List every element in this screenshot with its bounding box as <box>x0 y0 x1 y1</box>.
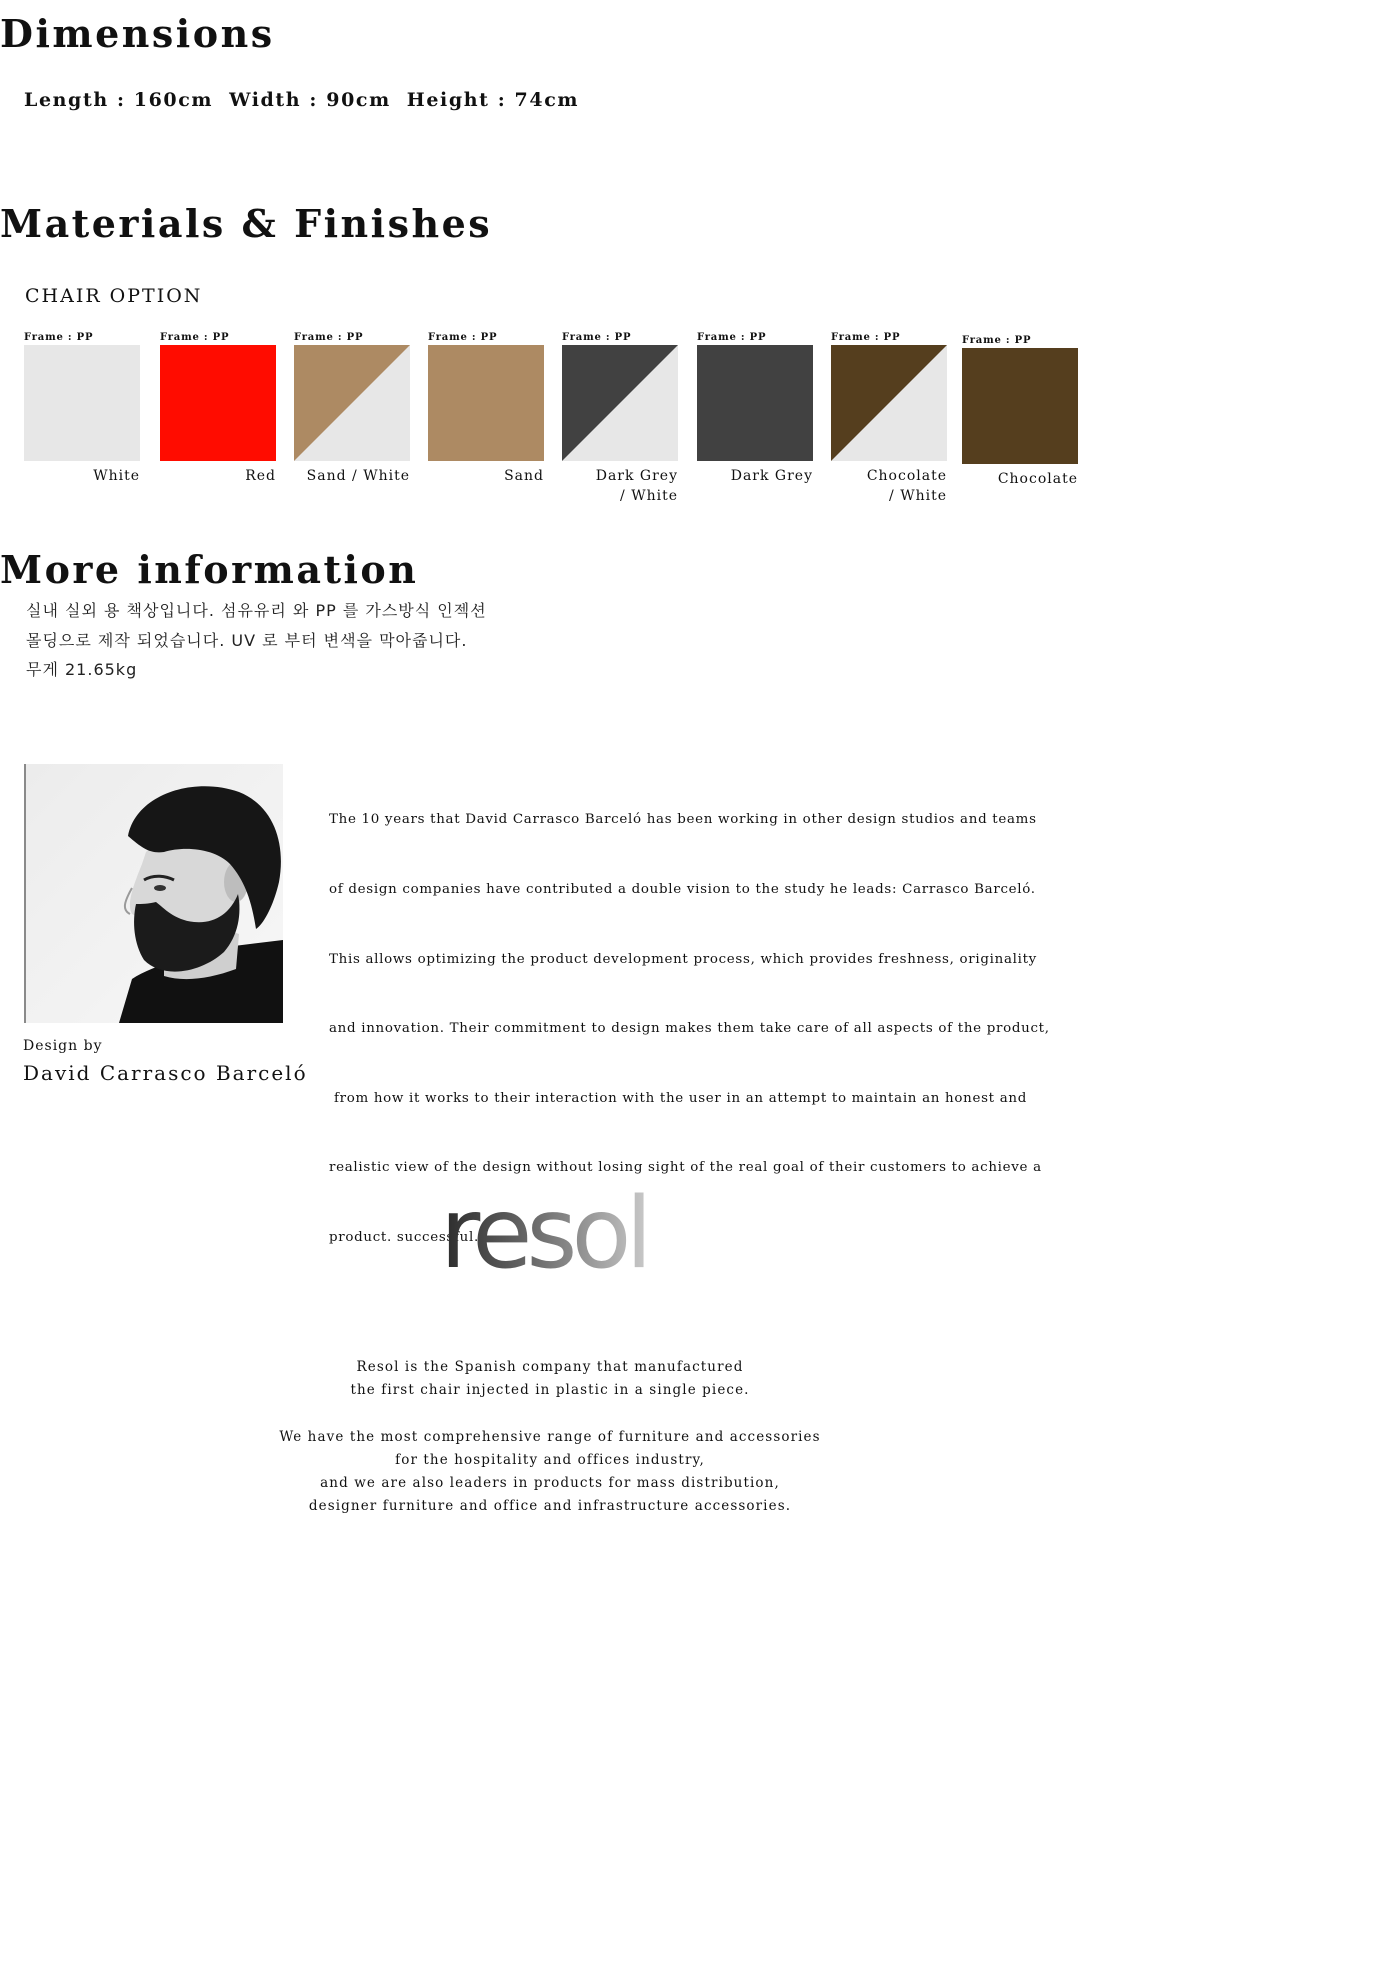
dimensions-title: Dimensions <box>0 11 275 56</box>
resol-logo <box>430 1182 680 1282</box>
frame-label: Frame : PP <box>428 332 498 343</box>
dimension-length: Length : 160cm <box>24 89 214 111</box>
swatch-item <box>562 331 678 506</box>
swatch-item <box>24 331 140 486</box>
frame-label: Frame : PP <box>697 332 767 343</box>
swatch-name: Sand <box>504 468 544 484</box>
svg-text:resol: resol <box>440 1182 647 1282</box>
swatch-item <box>697 331 813 486</box>
frame-label: Frame : PP <box>24 332 94 343</box>
bio-line: of design companies have contributed a double vision to the study he leads: Carrasco Barceló. <box>329 882 1036 898</box>
swatch-name: Dark Grey <box>730 468 813 484</box>
chair-option-heading: CHAIR OPTION <box>25 285 203 307</box>
dimension-width: Width : 90cm <box>229 89 391 111</box>
bio-line: from how it works to their interaction with the user in an attempt to maintain an honest and <box>329 1090 1027 1106</box>
bio-line: product. successful. <box>329 1230 479 1246</box>
designer-photo <box>24 764 283 1023</box>
more-info-title: More information <box>0 547 419 592</box>
swatch-name: Dark Grey / White <box>595 468 678 504</box>
frame-label: Frame : PP <box>294 332 364 343</box>
description-line: 무게 21.65kg <box>26 660 138 679</box>
company-intro <box>0 1356 1100 1402</box>
description-line: 실내 실외 용 책상입니다. 섬유유리 와 PP 를 가스방식 인젝션 <box>26 601 487 620</box>
swatch-item <box>962 334 1078 489</box>
bio-line: The 10 years that David Carrasco Barceló has been working in other design studios and teams <box>329 812 1037 828</box>
frame-label: Frame : PP <box>962 335 1032 346</box>
materials-title: Materials & Finishes <box>0 201 493 246</box>
bio-line: This allows optimizing the product development process, which provides freshness, originality <box>329 951 1037 967</box>
color-swatch-sand-white <box>294 345 410 461</box>
swatch-item <box>294 331 410 486</box>
design-by-label: Design by <box>23 1038 103 1054</box>
color-swatch-white <box>24 345 140 461</box>
bio-line: and innovation. Their commitment to design makes them take care of all aspects of the product, <box>329 1021 1050 1037</box>
swatch-name: White <box>93 468 140 484</box>
swatch-name: Red <box>245 468 276 484</box>
frame-label: Frame : PP <box>160 332 230 343</box>
frame-label: Frame : PP <box>562 332 632 343</box>
swatch-item <box>831 331 947 506</box>
designer-name: David Carrasco Barceló <box>23 1061 308 1085</box>
swatch-name: Chocolate <box>997 471 1078 487</box>
company-range-line: and we are also leaders in products for mass distribution, <box>320 1475 780 1491</box>
swatch-item <box>160 331 276 486</box>
color-swatch-dark-grey-white <box>562 345 678 461</box>
company-range <box>0 1426 1100 1518</box>
company-intro-line: Resol is the Spanish company that manufactured <box>356 1359 744 1375</box>
dimension-height: Height : 74cm <box>406 89 580 111</box>
description-line: 몰딩으로 제작 되었습니다. UV 로 부터 변색을 막아줍니다. <box>26 630 468 650</box>
color-swatch-dark-grey <box>697 345 813 461</box>
color-swatch-red <box>160 345 276 461</box>
color-swatch-chocolate-white <box>831 345 947 461</box>
company-range-line: for the hospitality and offices industry, <box>395 1452 705 1468</box>
frame-label: Frame : PP <box>831 332 901 343</box>
company-range-line: We have the most comprehensive range of furniture and accessories <box>279 1429 821 1445</box>
product-description <box>26 596 487 685</box>
color-swatch-sand <box>428 345 544 461</box>
swatch-name: Sand / White <box>306 468 410 484</box>
swatch-name: Chocolate / White <box>866 468 947 504</box>
company-intro-line: the first chair injected in plastic in a single piece. <box>350 1382 750 1398</box>
swatch-item <box>428 331 544 486</box>
color-swatch-chocolate <box>962 348 1078 464</box>
company-range-line: designer furniture and office and infrastructure accessories. <box>308 1498 792 1514</box>
dimensions-values <box>24 89 579 111</box>
bio-line: realistic view of the design without losing sight of the real goal of their customers to achieve a <box>329 1160 1042 1176</box>
